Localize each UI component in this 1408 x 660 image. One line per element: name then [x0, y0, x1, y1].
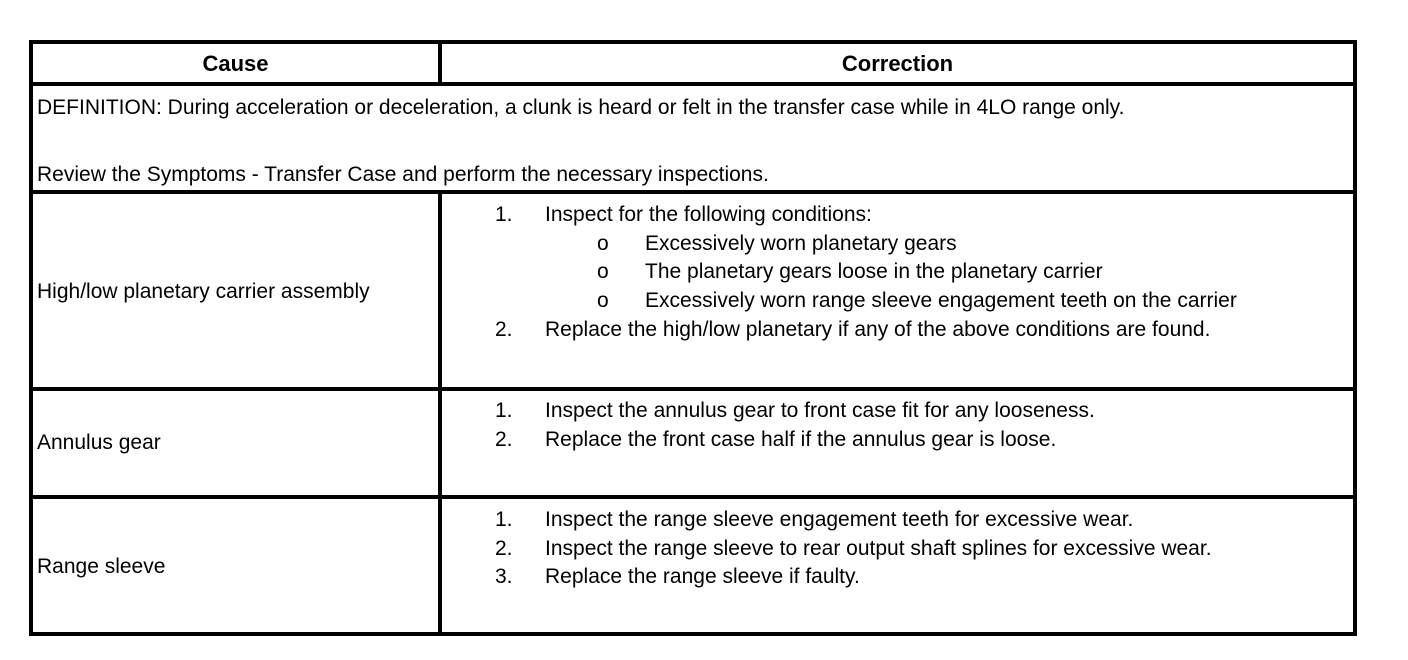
definition-text: DEFINITION: During acceleration or deceleration, a clunk is heard or felt in the transfer case while in 4LO range only.	[37, 96, 1125, 119]
bullet-icon: o	[597, 232, 609, 255]
sub-item-text: Excessively worn planetary gears	[645, 232, 957, 255]
step-number: 1.	[495, 399, 513, 422]
row1-divider	[33, 387, 1353, 391]
cause-annulus-gear: Annulus gear	[37, 431, 161, 454]
step-number: 2.	[495, 428, 513, 451]
step-text: Inspect the annulus gear to front case fit for any looseness.	[545, 399, 1095, 422]
cause-high-low-planetary: High/low planetary carrier assembly	[37, 280, 370, 303]
step-number: 1.	[495, 203, 513, 226]
step-text: Inspect the range sleeve to rear output shaft splines for excessive wear.	[545, 537, 1212, 560]
bullet-icon: o	[597, 289, 609, 312]
column-divider-body	[438, 190, 442, 632]
header-correction: Correction	[841, 51, 954, 76]
step-number: 3.	[495, 565, 513, 588]
definition-divider	[33, 190, 1353, 194]
sub-item-text: The planetary gears loose in the planetary carrier	[645, 260, 1103, 283]
step-text: Replace the high/low planetary if any of the above conditions are found.	[545, 318, 1211, 341]
definition-review-text: Review the Symptoms - Transfer Case and perform the necessary inspections.	[37, 163, 769, 186]
step-text: Replace the front case half if the annulus gear is loose.	[545, 428, 1057, 451]
header-cause: Cause	[202, 51, 269, 76]
step-number: 2.	[495, 318, 513, 341]
step-text: Inspect the range sleeve engagement teeth for excessive wear.	[545, 508, 1134, 531]
bullet-icon: o	[597, 260, 609, 283]
step-number: 2.	[495, 537, 513, 560]
sub-item-text: Excessively worn range sleeve engagement teeth on the carrier	[645, 289, 1237, 312]
step-text: Inspect for the following conditions:	[545, 203, 872, 226]
step-number: 1.	[495, 508, 513, 531]
diagnostic-table	[29, 40, 1357, 636]
cause-range-sleeve: Range sleeve	[37, 555, 166, 578]
row2-divider	[33, 495, 1353, 499]
step-text: Replace the range sleeve if faulty.	[545, 565, 860, 588]
